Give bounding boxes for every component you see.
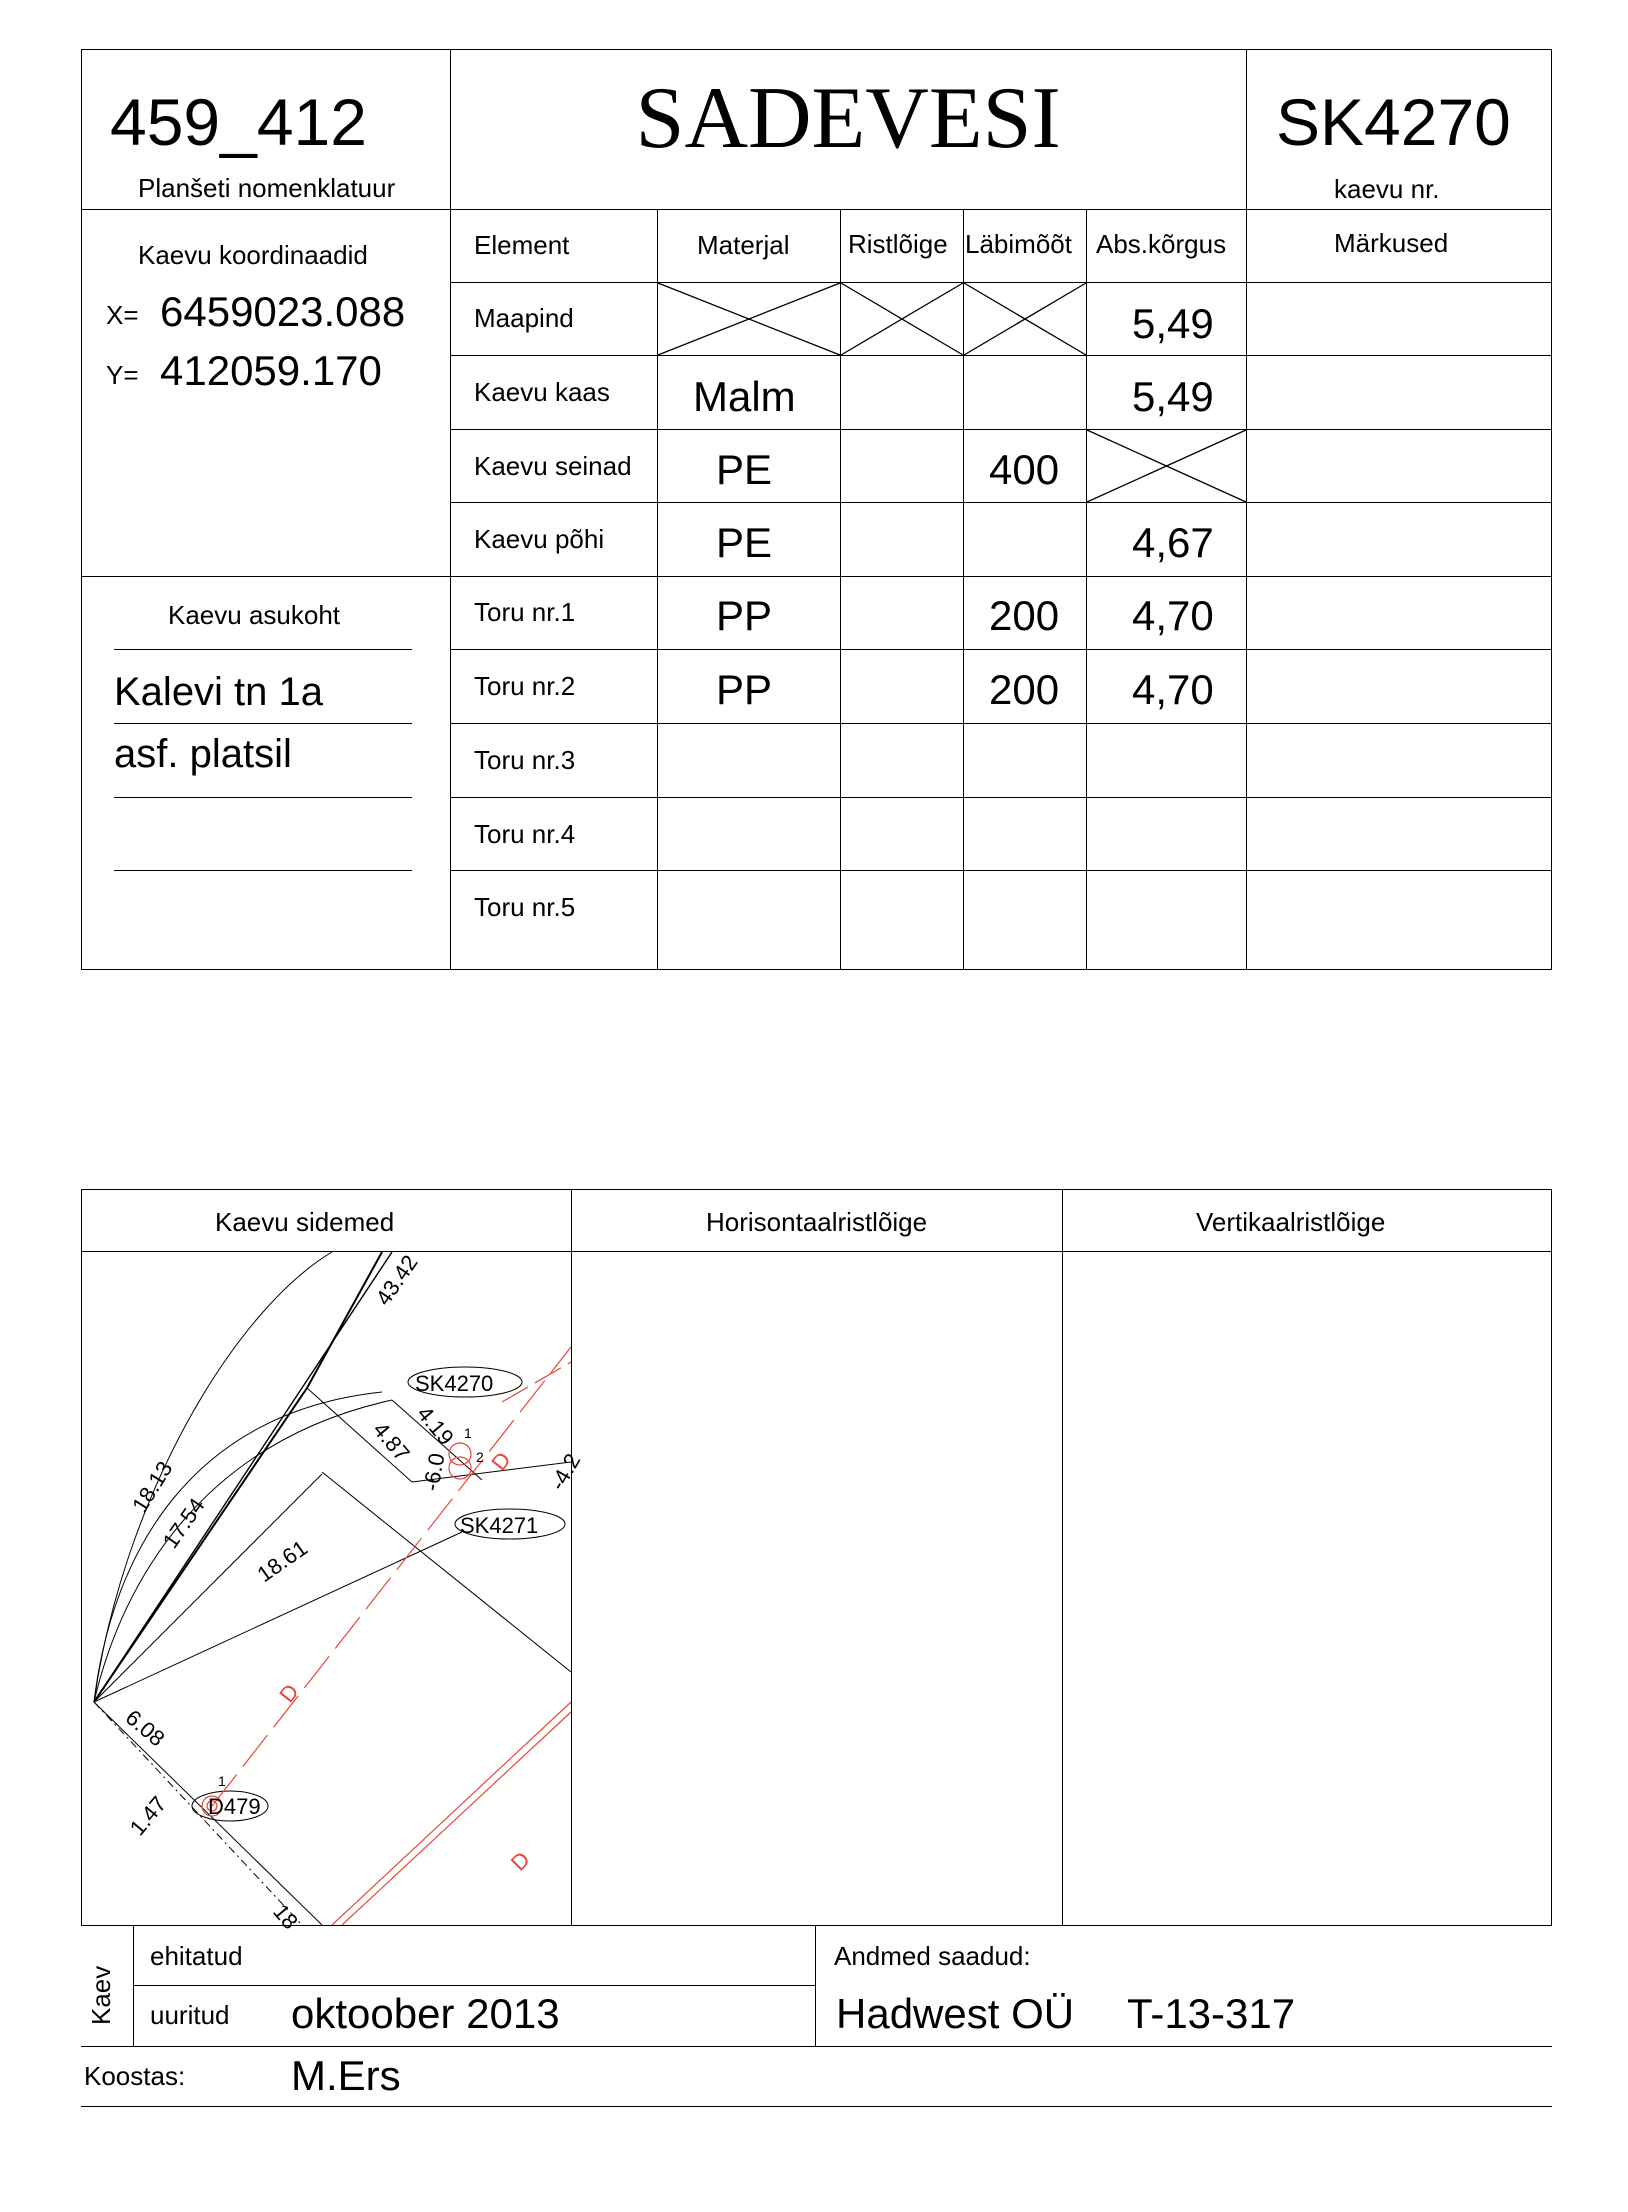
surveyed-value: oktoober 2013 xyxy=(291,1990,560,2037)
pipe-number: 2 xyxy=(476,1449,484,1465)
col-header-notes: Märkused xyxy=(1334,228,1449,258)
dim-label: 1.47 xyxy=(124,1791,172,1841)
cell-material: PE xyxy=(716,519,773,566)
panel-header-horizontal: Horisontaalristlõige xyxy=(706,1207,928,1237)
col-header-material: Materjal xyxy=(697,230,790,260)
dim-label: -6.0 xyxy=(418,1451,450,1493)
author-value: M.Ers xyxy=(291,2052,401,2099)
row-label: Kaevu kaas xyxy=(474,377,610,407)
source-label: Andmed saadud: xyxy=(834,1941,1031,1971)
row-label: Toru nr.2 xyxy=(474,671,576,701)
pipe-mark: D xyxy=(274,1679,304,1708)
dim-label: SK4271 xyxy=(460,1513,539,1538)
row-label: Toru nr.1 xyxy=(474,597,576,627)
dim-label: 18 xyxy=(268,1899,304,1934)
col-header-element: Element xyxy=(474,230,570,260)
dim-label: 18.13 xyxy=(127,1456,178,1517)
col-header-diameter: Läbimõõt xyxy=(965,229,1072,259)
cell-elevation: 5,49 xyxy=(1132,300,1214,347)
col-header-elevation: Abs.kõrgus xyxy=(1096,229,1227,259)
pipe-number: 1 xyxy=(218,1773,226,1789)
cell-elevation: 4,67 xyxy=(1132,519,1214,566)
surveyed-label: uuritud xyxy=(150,2000,230,2030)
cell-diameter: 200 xyxy=(989,592,1060,639)
panel-header-links: Kaevu sidemed xyxy=(215,1207,395,1237)
source-company: Hadwest OÜ xyxy=(836,1990,1075,2037)
built-label: ehitatud xyxy=(150,1941,243,1971)
pipe-mark: D xyxy=(486,1447,516,1476)
side-label: Kaev xyxy=(86,1965,116,2025)
panel-header-vertical: Vertikaalristlõige xyxy=(1196,1207,1386,1237)
page-title: SADEVESI xyxy=(635,70,1061,167)
cell-elevation: 4,70 xyxy=(1132,592,1214,639)
well-number-label: kaevu nr. xyxy=(1334,174,1440,204)
survey-sketch xyxy=(82,1250,586,1934)
well-number-value: SK4270 xyxy=(1276,85,1511,159)
location-line2: asf. platsil xyxy=(114,732,292,776)
cell-elevation: 5,49 xyxy=(1132,373,1214,420)
x-value: 6459023.088 xyxy=(160,288,406,335)
row-label: Kaevu põhi xyxy=(474,524,605,554)
author-label: Koostas: xyxy=(84,2061,186,2091)
cell-material: PP xyxy=(716,666,773,713)
location-label: Kaevu asukoht xyxy=(168,600,341,630)
dim-label: 18.61 xyxy=(252,1535,312,1588)
cell-elevation: 4,70 xyxy=(1132,666,1214,713)
dim-label: 6.08 xyxy=(120,1704,170,1752)
cell-material: PE xyxy=(716,446,773,493)
cell-material: PP xyxy=(716,592,773,639)
cell-material: Malm xyxy=(693,373,796,420)
pipe-mark: D xyxy=(505,1846,535,1876)
dim-label: 43.42 xyxy=(370,1250,423,1310)
x-label: X= xyxy=(106,300,139,330)
row-label: Kaevu seinad xyxy=(474,451,632,481)
dim-label: -4.2 xyxy=(544,1449,586,1495)
y-label: Y= xyxy=(106,360,139,390)
source-ref: T-13-317 xyxy=(1127,1990,1296,2037)
location-line1: Kalevi tn 1a xyxy=(114,670,324,714)
cell-diameter: 400 xyxy=(989,446,1060,493)
pipe-number: 1 xyxy=(464,1425,472,1441)
cell-diameter: 200 xyxy=(989,666,1060,713)
dim-label: D479 xyxy=(208,1794,261,1819)
dim-label: SK4270 xyxy=(415,1371,494,1396)
dim-label: 4.19 xyxy=(412,1401,459,1451)
y-value: 412059.170 xyxy=(160,347,382,394)
col-header-section: Ristlõige xyxy=(848,229,948,259)
nomenclature-value: 459_412 xyxy=(110,85,367,159)
nomenclature-label: Planšeti nomenklatuur xyxy=(138,173,396,203)
dim-label: 17.54 xyxy=(157,1493,210,1553)
dim-label: 4.87 xyxy=(368,1417,415,1467)
row-label: Maapind xyxy=(474,303,574,333)
row-label: Toru nr.4 xyxy=(474,819,576,849)
row-label: Toru nr.5 xyxy=(474,892,576,922)
row-label: Toru nr.3 xyxy=(474,745,576,775)
coordinates-label: Kaevu koordinaadid xyxy=(138,240,368,270)
